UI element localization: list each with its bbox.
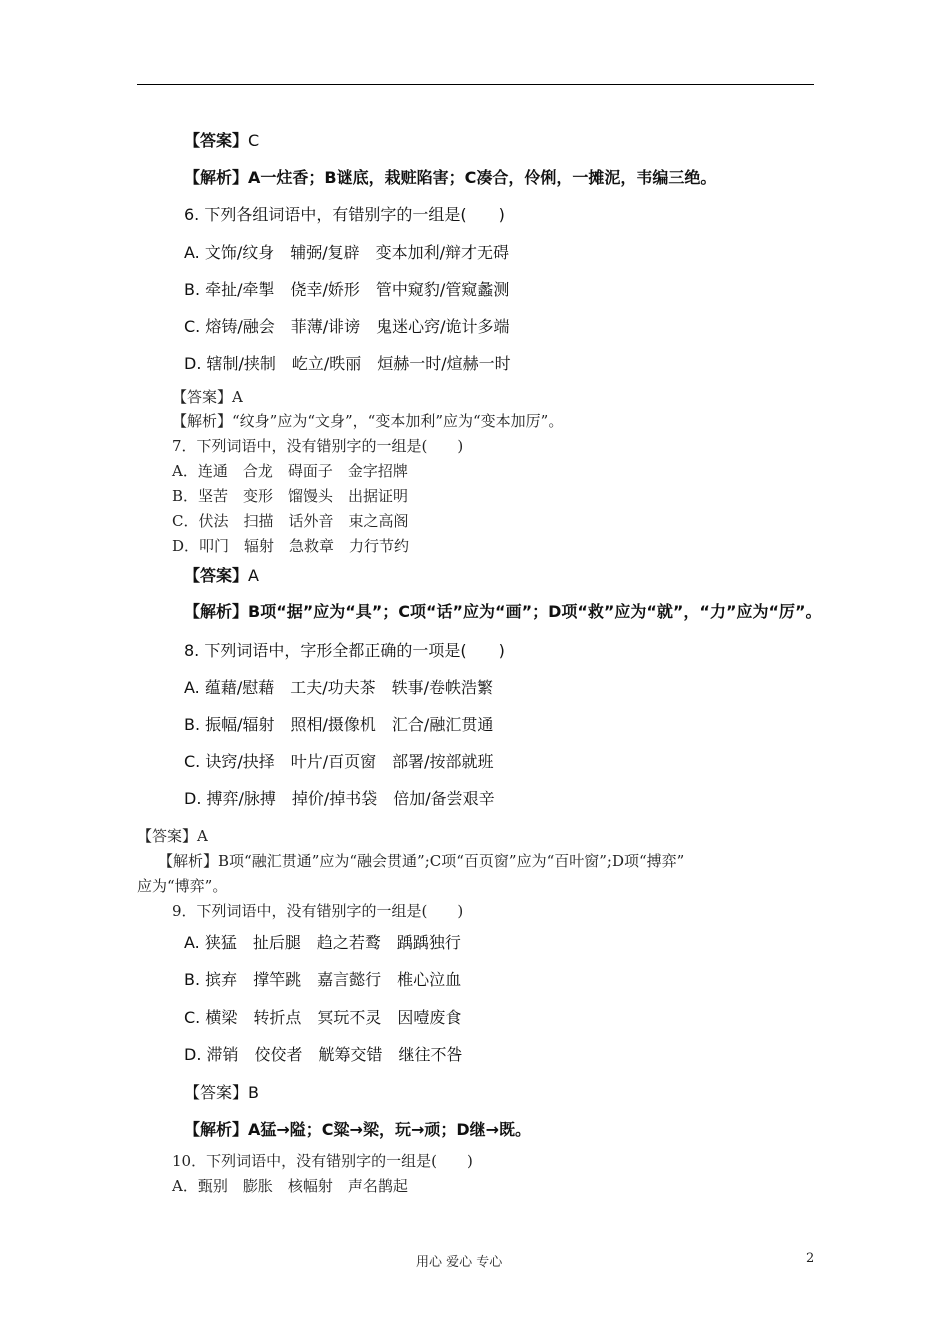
analysis-text: A猛→隘；C粱→梁，玩→顽；D继→既。 [248,1120,532,1139]
q7-answer [184,568,259,584]
q7-option-c: C．伏法 扫描 话外音 束之高阁 [172,512,409,530]
q8-answer: 【答案】A [137,827,208,845]
header-rule [137,84,814,85]
q9-option-d: D. 滞销 佼佼者 觥筹交错 继往不咎 [184,1045,463,1064]
q8-analysis-line2: 应为“博弈”。 [137,877,228,895]
q9-answer: 【答案】B [184,1083,259,1102]
q10-option-a: A．甄别 膨胀 核幅射 声名鹊起 [172,1177,408,1195]
q5-analysis [184,170,716,186]
q9-option-b: B. 摈弃 撑竿跳 嘉言懿行 椎心泣血 [184,970,462,989]
analysis-text: A一炷香；B谜底，栽赃陷害；C凑合，伶俐，一摊泥，韦编三绝。 [248,168,717,187]
q8-question: 8. 下列词语中，字形全都正确的一项是( ) [184,641,505,660]
answer-value: A [248,566,259,585]
q8-option-a: A. 蕴藉/慰藉 工夫/功夫茶 轶事/卷帙浩繁 [184,678,494,697]
answer-value: C [248,131,260,150]
analysis-tag: 【解析】 [184,1120,249,1139]
q8-analysis-line1: 【解析】B项“融汇贯通”应为“融会贯通”;C项“百页窗”应为“百叶窗”;D项“搏弈” [158,852,685,870]
q6-analysis: 【解析】“纹身”应为“文身”，“变本加利”应为“变本加厉”。 [172,412,564,430]
q6-option-c: C. 熔铸/融会 菲薄/诽谤 鬼迷心窍/诡计多端 [184,317,510,336]
page-number: 2 [806,1251,815,1266]
q7-option-a: A．连通 合龙 碍面子 金字招牌 [172,462,408,480]
footer-motto: 用心 爱心 专心 [416,1255,503,1270]
q7-analysis [184,604,822,620]
analysis-tag: 【解析】 [184,168,249,187]
q9-question: 9．下列词语中，没有错别字的一组是( ) [172,902,464,920]
q8-option-b: B. 振幅/辐射 照相/摄像机 汇合/融汇贯通 [184,715,494,734]
answer-tag: 【答案】 [184,566,249,585]
q6-question: 6. 下列各组词语中，有错别字的一组是( ) [184,205,505,224]
q6-option-b: B. 牵扯/牵掣 侥幸/娇形 管中窥豹/管窥蠡测 [184,280,510,299]
q8-option-d: D. 搏弈/脉搏 掉价/掉书袋 倍加/备尝艰辛 [184,789,495,808]
q7-option-b: B．坚苦 变形 馏馒头 出据证明 [172,487,409,505]
answer-tag: 【答案】 [184,131,249,150]
q9-analysis [184,1122,531,1138]
q9-option-a: A. 狭猛 扯后腿 趋之若鹜 踽踽独行 [184,933,461,952]
q7-option-d: D．叩门 辐射 急救章 力行节约 [172,537,410,555]
analysis-tag: 【解析】 [184,602,249,621]
analysis-text: B项“据”应为“具”；C项“话”应为“画”；D项“救”应为“就”，“力”应为“厉”。 [248,602,822,621]
q6-option-a: A. 文饰/纹身 辅弼/复辟 变本加利/辩才无碍 [184,243,510,262]
q8-option-c: C. 诀窍/抉择 叶片/百页窗 部署/按部就班 [184,752,494,771]
q9-option-c: C. 横梁 转折点 冥玩不灵 因噎废食 [184,1008,462,1027]
q10-question: 10．下列词语中，没有错别字的一组是( ) [172,1152,473,1170]
q7-question: 7．下列词语中，没有错别字的一组是( ) [172,437,464,455]
q6-option-d: D. 辖制/挟制 屹立/昳丽 烜赫一时/煊赫一时 [184,354,511,373]
q6-answer: 【答案】A [172,388,243,406]
q5-answer [184,133,259,149]
